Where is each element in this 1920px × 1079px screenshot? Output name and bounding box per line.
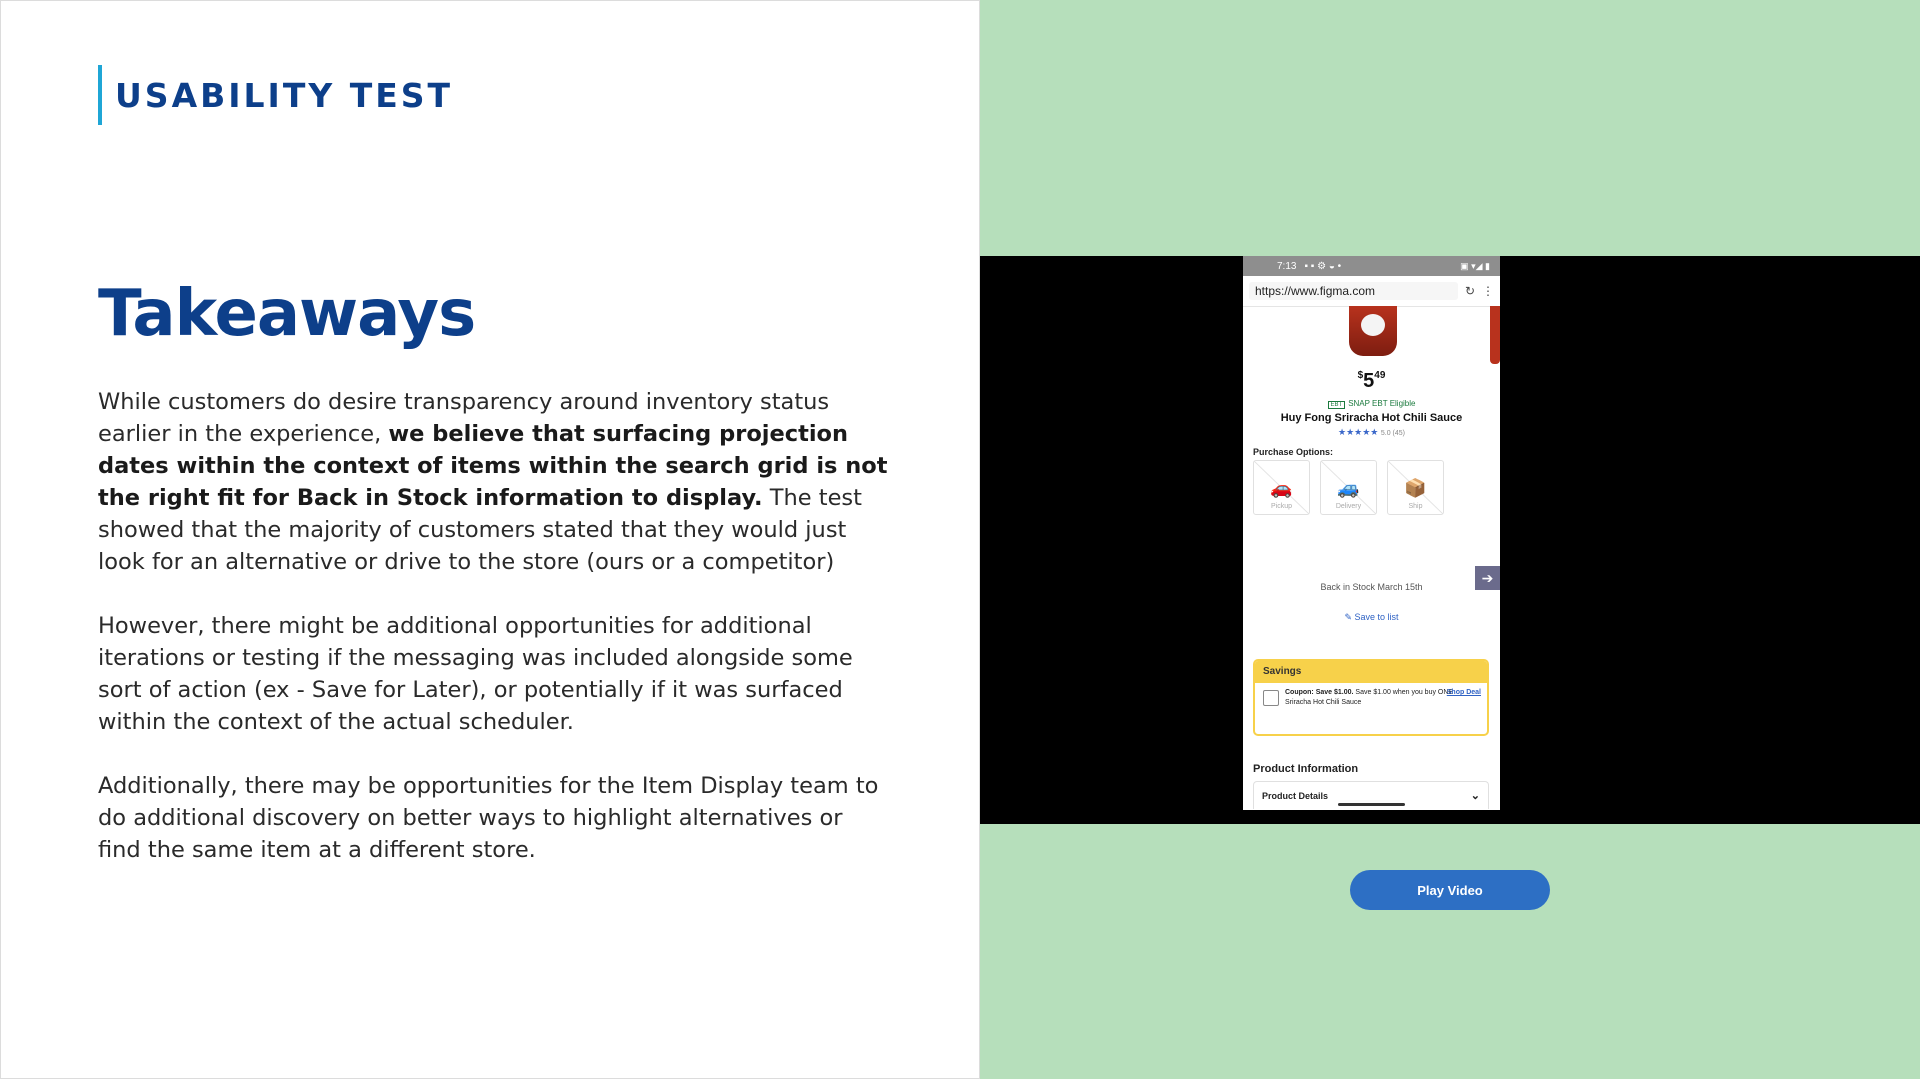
coupon-text: Save $1.00 when you buy ONE Sriracha Hot Chili Sauce (1285, 689, 1454, 706)
paragraph-2: However, there might be additional opportunities for additional iterations or testing if the messaging was included alongside some sort of action (ex - Save for Later), or potentially if it was surfaced within the context of the actual scheduler. (98, 613, 853, 735)
delivery-car-icon: 🚙 (1337, 478, 1360, 498)
back-in-stock-text: Back in Stock March 15th (1320, 582, 1423, 592)
url-text: https://www.figma.com (1249, 282, 1458, 300)
paragraph-1-tail: The test showed that the majority of customers stated that they would just look for an alternative or drive to the store (ours or a competitor) (98, 485, 862, 575)
reload-icon: ↻ (1464, 284, 1476, 298)
ebt-card-icon: EBT (1328, 401, 1346, 409)
paragraph-1 (98, 386, 888, 578)
takeaways-body (98, 386, 888, 898)
status-icons: ▪ ▪ ⚙ ◒ • (1304, 260, 1342, 272)
section-label: USABILITY TEST (98, 65, 453, 125)
play-video-button[interactable]: Play Video (1350, 870, 1550, 910)
chevron-down-icon: ⌄ (1470, 790, 1480, 802)
coupon-bold: Coupon: Save $1.00. (1285, 689, 1354, 696)
rating-count: 5.0 (45) (1380, 430, 1405, 437)
option-pickup: 🚗 Pickup (1253, 460, 1310, 515)
option-delivery: 🚙 Delivery (1320, 460, 1377, 515)
coupon-checkbox (1263, 690, 1279, 706)
slide-title: Takeaways (98, 277, 476, 351)
browser-url-bar (1243, 276, 1500, 307)
phone-status-bar (1243, 256, 1500, 276)
paragraph-1-lead: While customers do desire transparency around inventory status earlier in the experience, (98, 389, 830, 447)
product-price: $^{\$}5^{49}$ (1357, 370, 1386, 392)
product-information-heading: Product Information (1253, 763, 1359, 775)
shop-deal-link: Shop Deal (1446, 689, 1481, 696)
video-frame[interactable] (980, 256, 1920, 824)
savings-card (1253, 659, 1489, 736)
product-image (1349, 306, 1397, 356)
video-panel (980, 0, 1920, 1079)
star-rating-icon: ★★★★★ (1338, 427, 1379, 437)
ship-box-icon: 📦 (1404, 478, 1427, 498)
option-ship: 📦 Ship (1387, 460, 1444, 515)
product-rating (1243, 427, 1500, 438)
list-icon: ✎ (1344, 612, 1355, 622)
paragraph-3: Additionally, there may be opportunities for the Item Display team to do additional discovery on better ways to highlight alternatives or find the same item at a different store. (98, 773, 879, 863)
status-time: 7:13 (1277, 260, 1297, 272)
product-name: Huy Fong Sriracha Hot Chili Sauce (1280, 412, 1463, 424)
home-indicator (1338, 803, 1405, 806)
product-details-row: Product Details ⌄ (1253, 781, 1489, 809)
paragraph-1-emphasis: we believe that surfacing projection dates within the context of items within the search grid is not the right fit for Back in Stock information to display. (98, 421, 888, 511)
pickup-car-icon: 🚗 (1270, 478, 1293, 498)
phone-screen-recording (1243, 256, 1500, 810)
kebab-menu-icon: ⋮ (1482, 284, 1494, 298)
savings-title: Savings (1255, 661, 1487, 683)
purchase-options (1253, 460, 1444, 515)
coupon-row (1255, 683, 1487, 708)
next-product-image (1490, 306, 1500, 364)
arrow-right-icon: ➔ (1475, 566, 1500, 590)
purchase-options-label: Purchase Options: (1253, 447, 1334, 457)
ebt-eligible: EBT SNAP EBT Eligible (1243, 399, 1500, 409)
save-to-list-link: ✎ Save to list (1344, 612, 1399, 622)
status-right-icons: ▣ ▾◢ ▮ (1460, 260, 1490, 271)
